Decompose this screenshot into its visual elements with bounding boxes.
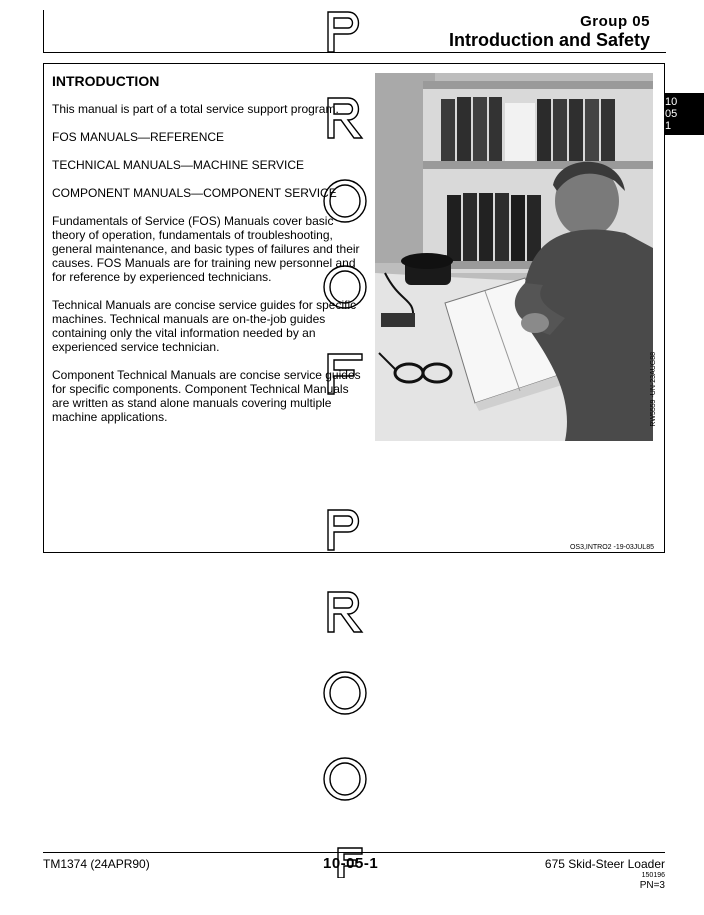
watermark-letter-r (322, 94, 368, 140)
section-tab (665, 93, 704, 135)
watermark-letter-p (322, 506, 368, 552)
photo-reference: RW5559 -UN-23AUG88 (650, 352, 657, 427)
watermark-letter-o (322, 178, 368, 224)
paragraph: Component Technical Manuals are concise service guides for specific components. Component Technical Manuals are written as stand alone manuals covering multiple machine applications. (52, 368, 361, 424)
watermark-letter-p (322, 8, 368, 54)
paragraph: Fundamentals of Service (FOS) Manuals cover basic theory of operation, fundamentals of troubleshooting, general maintenance, and basic types of failures and their causes. FOS Manuals are for training new personnel and for reference by experienced technicians. (52, 214, 360, 284)
tab-line-3: 1 (665, 120, 672, 132)
date-code: 150196 (641, 872, 665, 879)
paragraph: Technical Manuals are concise service guides for specific machines. Technical manuals are on-the-job guides containing only the vital information needed by an experienced service technician. (52, 298, 357, 354)
section-title: Introduction and Safety (448, 30, 650, 50)
section-code: OS3,INTRO2 -19-03JUL85 (569, 544, 654, 551)
footer-rule (43, 852, 665, 853)
group-label: Group 05 (580, 13, 650, 30)
tab-line-1: 10 (665, 96, 678, 108)
manual-number: TM1374 (24APR90) (43, 857, 150, 871)
watermark-letter-r (322, 588, 368, 634)
technician-photo (375, 73, 653, 441)
paragraph: COMPONENT MANUALS—COMPONENT SERVICE (52, 186, 337, 200)
pn-number: PN=3 (639, 880, 665, 891)
watermark-letter-o (322, 670, 368, 716)
text-column (52, 102, 364, 438)
introduction-heading: INTRODUCTION (52, 73, 160, 89)
tab-line-2: 05 (665, 108, 678, 120)
paragraph: This manual is part of a total service support program. (52, 102, 339, 116)
watermark-letter-o (322, 264, 368, 310)
paragraph: FOS MANUALS—REFERENCE (52, 130, 225, 144)
watermark-letter-o (322, 756, 368, 802)
paragraph: TECHNICAL MANUALS—MACHINE SERVICE (52, 158, 305, 172)
page-number: 10-05-1 (323, 855, 379, 872)
product-name: 675 Skid-Steer Loader (544, 857, 665, 871)
watermark-letter-f (322, 350, 368, 396)
